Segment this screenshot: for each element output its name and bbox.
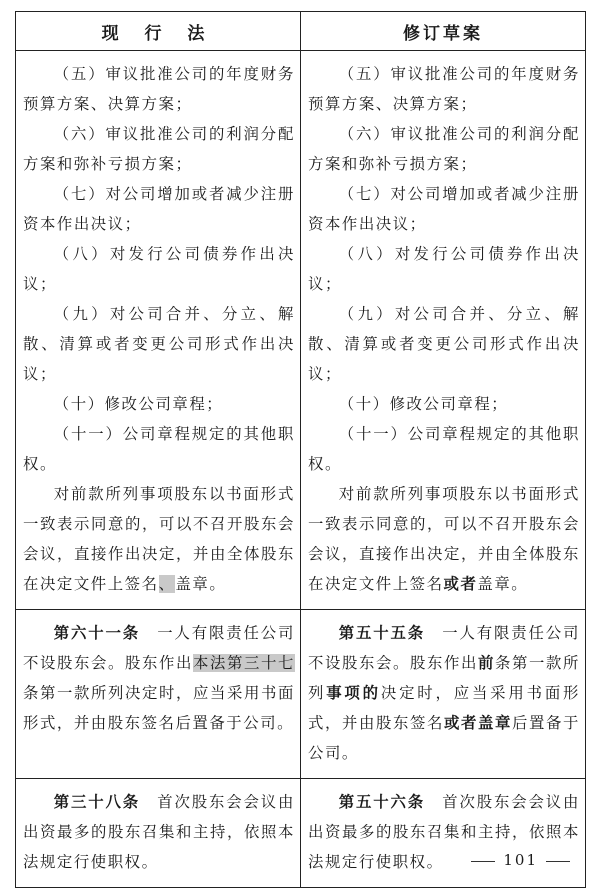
text-run: 首次股东会会议由出资最多的股东召集和主持，依照本法规定行使职权。	[308, 793, 580, 871]
header-revised-draft: 修订草案	[301, 12, 586, 51]
header-row	[16, 12, 586, 51]
article-title: 第三十八条	[53, 793, 141, 811]
clause-text: （八）对发行公司债券作出决议；	[23, 245, 295, 293]
article-title: 第六十一条	[53, 624, 141, 642]
revised-draft-cell	[301, 610, 586, 779]
text-run: 一人有限责任公司不设股东会。股东作出	[308, 624, 580, 672]
clause-text: （五）审议批准公司的年度财务预算方案、决算方案；	[23, 65, 295, 113]
text-run: 盖章。	[175, 575, 227, 593]
article-paragraph	[308, 618, 580, 768]
text-run: 对前款所列事项股东以书面形式一致表示同意的，可以不召开股东会会议，直接作出决定，并由全体股东在决定文件上签名	[23, 485, 295, 593]
clause-text: （六）审议批准公司的利润分配方案和弥补亏损方案；	[23, 125, 295, 173]
text-run: 一人有限责任公司不设股东会。股东作出	[23, 624, 295, 672]
clause-text: （九）对公司合并、分立、解散、清算或者变更公司形式作出决议；	[308, 305, 580, 383]
clause-text: （十）修改公司章程；	[53, 395, 224, 413]
current-law-cell	[16, 779, 301, 888]
header-current-law: 现 行 法	[16, 12, 301, 51]
deleted-text-highlight: 本法第三十七	[193, 654, 295, 672]
dash-divider	[546, 861, 570, 862]
text-run: 首次股东会会议由出资最多的股东召集和主持，依照本法规定行使职权。	[23, 793, 295, 871]
added-text-bold: 前	[478, 654, 496, 672]
clause-text: （八）对发行公司债券作出决议；	[308, 245, 580, 293]
page-number	[463, 851, 578, 869]
text-run: 盖章。	[477, 575, 529, 593]
table-row	[16, 51, 586, 610]
clause-paragraph	[308, 479, 580, 599]
added-text-bold: 或者盖章	[444, 714, 513, 732]
revised-draft-cell	[301, 51, 586, 610]
text-run: 决定时，应当采用书面形式，并由股东签名	[308, 684, 580, 732]
table-row	[16, 610, 586, 779]
added-text-bold: 或者	[443, 575, 478, 593]
page-number-text: 101	[503, 851, 538, 869]
text-run: 后置备于公司。	[308, 714, 580, 762]
clause-text: （十一）公司章程规定的其他职权。	[308, 425, 580, 473]
revised-draft-cell	[301, 779, 586, 888]
text-run: 条第一款所列决定时，应当采用书面形式，并由股东签名后置备于公司。	[23, 684, 295, 732]
clause-paragraph	[23, 479, 295, 599]
current-law-cell	[16, 51, 301, 610]
current-law-cell	[16, 610, 301, 779]
clause-text: （七）对公司增加或者减少注册资本作出决议；	[308, 185, 580, 233]
added-text-bold: 事项的	[326, 684, 381, 702]
clause-text: （十一）公司章程规定的其他职权。	[23, 425, 295, 473]
comparison-document	[15, 11, 586, 888]
clause-text: （六）审议批准公司的利润分配方案和弥补亏损方案；	[308, 125, 580, 173]
text-run: 条第一款所列	[308, 654, 580, 702]
clause-text: （五）审议批准公司的年度财务预算方案、决算方案；	[308, 65, 580, 113]
text-run: 对前款所列事项股东以书面形式一致表示同意的，可以不召开股东会会议，直接作出决定，并由全体股东在决定文件上签名	[308, 485, 580, 593]
dash-divider	[471, 861, 495, 862]
article-paragraph	[23, 618, 295, 738]
article-title: 第五十五条	[338, 624, 426, 642]
clause-text: （十）修改公司章程；	[338, 395, 509, 413]
clause-text: （七）对公司增加或者减少注册资本作出决议；	[23, 185, 295, 233]
comparison-table	[15, 11, 586, 888]
table-row	[16, 779, 586, 888]
deleted-text-highlight: 、	[158, 575, 176, 593]
clause-text: （九）对公司合并、分立、解散、清算或者变更公司形式作出决议；	[23, 305, 295, 383]
article-title: 第五十六条	[338, 793, 426, 811]
article-paragraph	[23, 787, 295, 877]
